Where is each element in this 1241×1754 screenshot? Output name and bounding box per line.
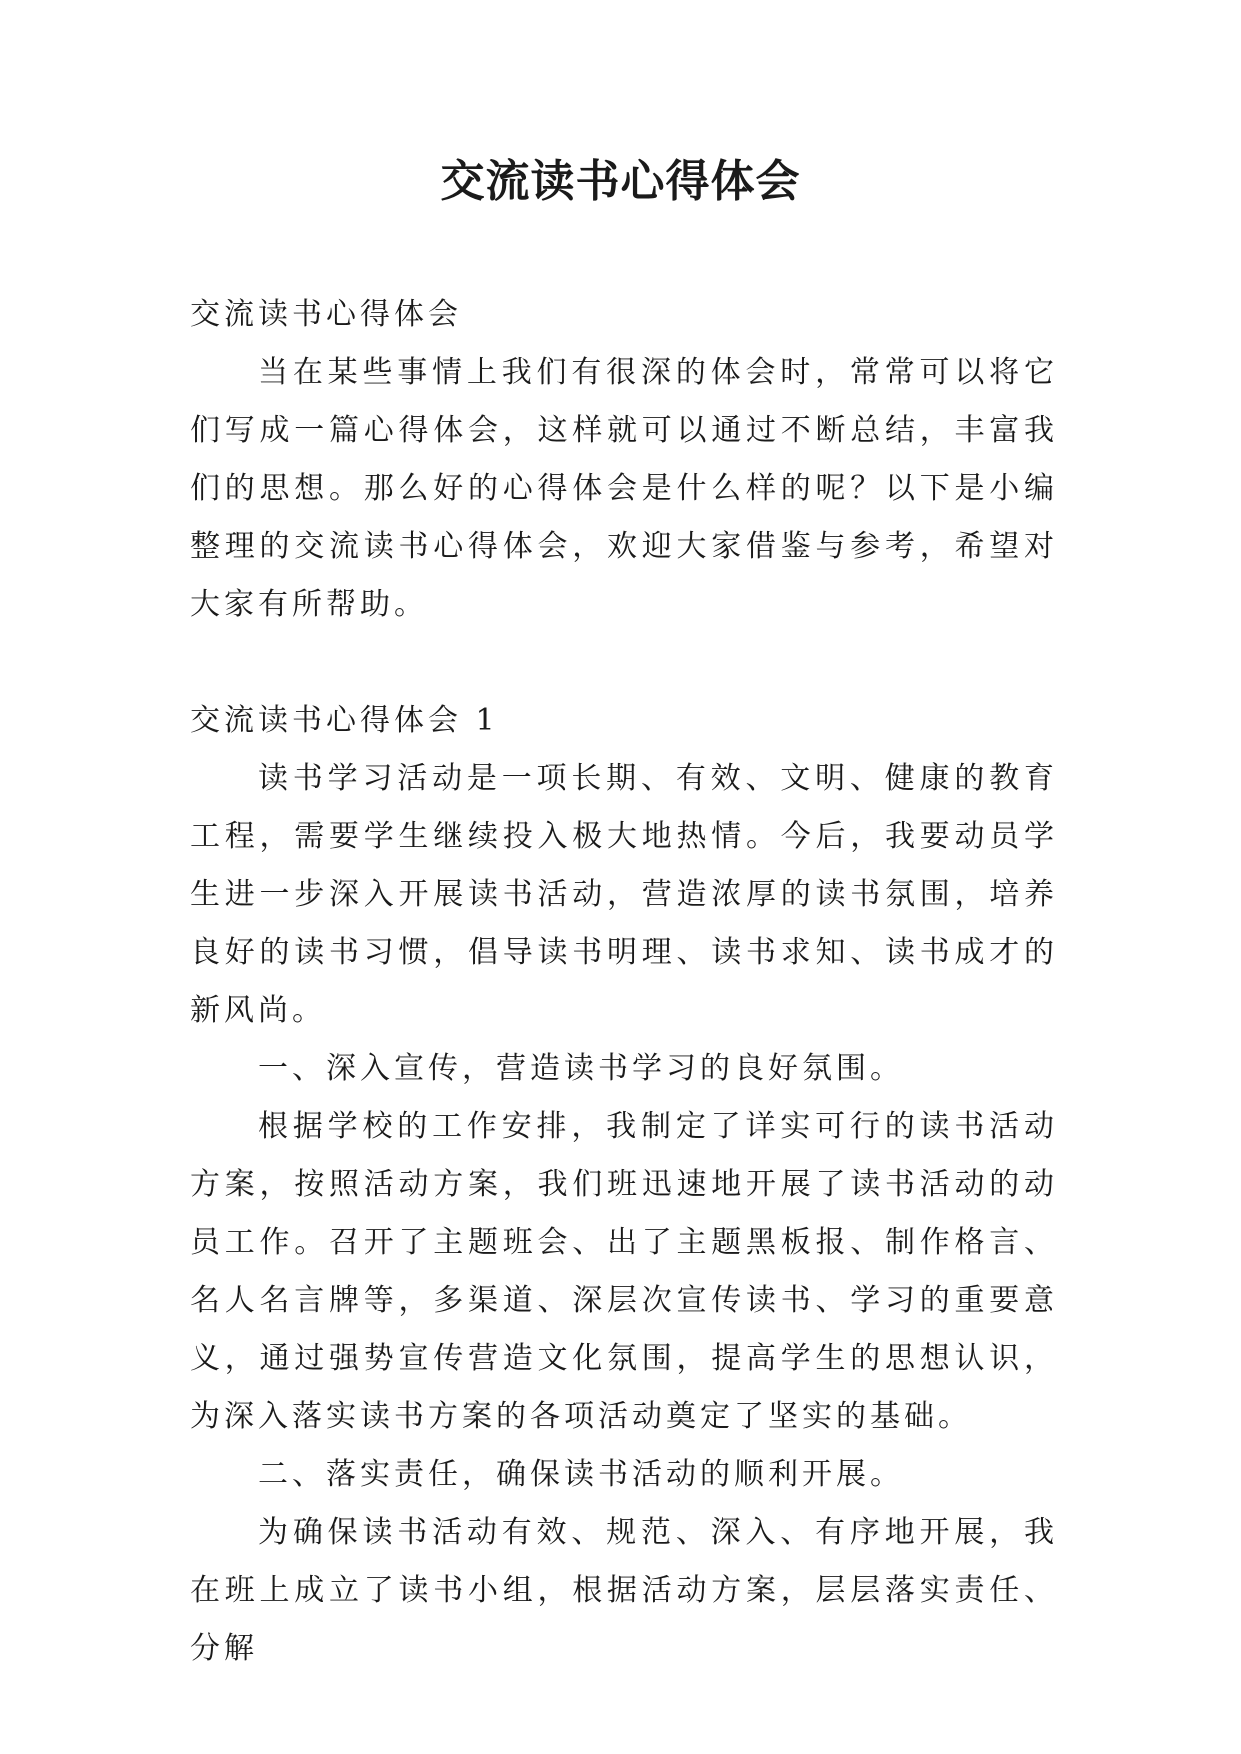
subheading: 一、深入宣传，营造读书学习的良好氛围。 bbox=[258, 1051, 904, 1086]
body-paragraph: 读书学习活动是一项长期、有效、文明、健康的教育工程，需要学生继续投入极大地热情。今后，我要动员学生进一步深入开展读书活动，营造浓厚的读书氛围，培养良好的读书习惯，倡导读书明理、读书求知、读书成才的新风尚。 bbox=[190, 761, 1058, 1028]
section-heading: 交流读书心得体会 1 bbox=[190, 703, 499, 738]
section-spacer bbox=[190, 634, 1058, 692]
intro-paragraph: 当在某些事情上我们有很深的体会时，常常可以将它们写成一篇心得体会，这样就可以通过不断总结，丰富我们的思想。那么好的心得体会是什么样的呢？以下是小编整理的交流读书心得体会，欢迎大家借鉴与参考，希望对大家有所帮助。 bbox=[190, 355, 1058, 622]
document-subtitle: 交流读书心得体会 bbox=[190, 297, 462, 332]
subheading: 二、落实责任，确保读书活动的顺利开展。 bbox=[258, 1457, 904, 1492]
document-body bbox=[190, 286, 1058, 1678]
document-title: 交流读书心得体会 bbox=[440, 156, 801, 207]
body-paragraph: 为确保读书活动有效、规范、深入、有序地开展，我在班上成立了读书小组，根据活动方案，层层落实责任、分解 bbox=[190, 1515, 1058, 1666]
body-paragraph: 根据学校的工作安排，我制定了详实可行的读书活动方案，按照活动方案，我们班迅速地开展了读书活动的动员工作。召开了主题班会、出了主题黑板报、制作格言、名人名言牌等，多渠道、深层次宣传读书、学习的重要意义，通过强势宣传营造文化氛围，提高学生的思想认识，为深入落实读书方案的各项活动奠定了坚实的基础。 bbox=[190, 1109, 1058, 1434]
